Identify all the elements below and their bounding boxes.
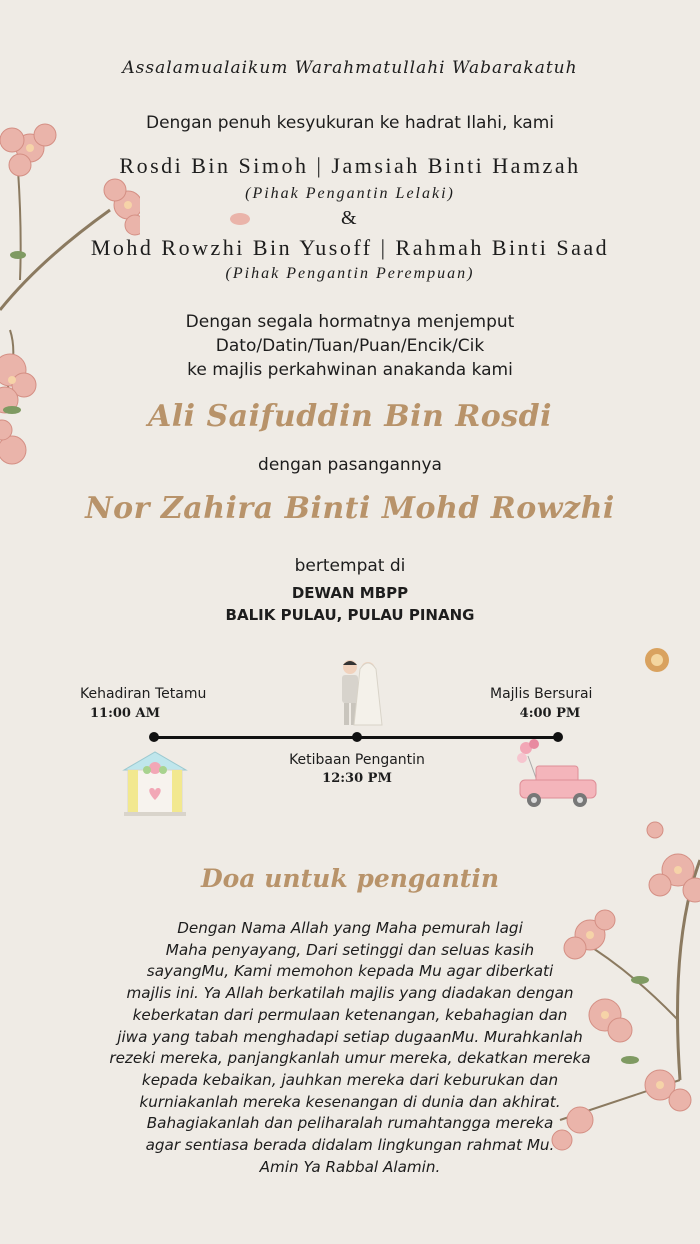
with-partner-text: dengan pasangannya: [258, 455, 442, 475]
venue-intro: bertempat di: [294, 556, 406, 576]
bride-name: Nor Zahira Binti Mohd Rowzhi: [85, 491, 615, 526]
groom-name: Ali Saifuddin Bin Rosdi: [147, 399, 553, 434]
venue-location: BALIK PULAU, PULAU PINANG: [225, 606, 475, 624]
groom-side-label: (Pihak Pengantin Lelaki): [245, 185, 455, 202]
timeline-end-time: 4:00 PM: [519, 706, 581, 721]
petal-icon: [640, 645, 674, 675]
wedding-car-icon: [514, 738, 600, 814]
invitation-line: Dato/Datin/Tuan/Puan/Encik/Cik: [215, 336, 485, 356]
couple-illustration-icon: [330, 655, 390, 729]
invitation-line: Dengan segala hormatnya menjemput: [185, 312, 515, 332]
invitation-line: ke majlis perkahwinan anakanda kami: [187, 360, 513, 380]
timeline-arrival-label: Kehadiran Tetamu: [80, 686, 207, 702]
timeline-couple-label: Ketibaan Pengantin: [289, 752, 425, 768]
invitation-text: [0, 310, 700, 382]
bride-parents: Mohd Rowzhi Bin Yusoff | Rahmah Binti Saad: [90, 235, 610, 260]
bride-side-label: (Pihak Pengantin Perempuan): [225, 265, 475, 282]
venue-hall: DEWAN MBPP: [291, 584, 409, 602]
timeline-dot: [352, 732, 362, 742]
doa-text: Dengan Nama Allah yang Maha pemurah lagi Maha penyayang, Dari setinggi dan seluas kasih sayangMu, Kami memohon kepada Mu agar diberkati majlis ini. Ya Allah berkatilah majlis yang diadakan dengan keberkatan dari permulaan ketenangan, kebahagian dan jiwa yang tabah menghadapi setiap dugaanMu. Murahkanlah rezeki mereka, panjangkanlah umur mereka, dekatkan mereka kepada kebaikan, jauhkan mereka dari keburukan dan kurniakanlah mereka kesenangan di dunia dan akhirat. Bahagiakanlah dan peliharalah rumahtangga mereka agar sentiasa berada didalam lingkungan rahmat Mu. Amin Ya Rabbal Alamin.: [109, 919, 591, 1176]
venue: [0, 582, 700, 626]
doa-title: Doa untuk pengantin: [201, 864, 499, 893]
timeline-couple-time: 12:30 PM: [322, 771, 392, 786]
timeline-dot: [149, 732, 159, 742]
greeting: Assalamualaikum Warahmatullahi Wabarakatuh: [122, 58, 578, 78]
timeline-arrival-time: 11:00 AM: [90, 706, 160, 721]
groom-parents: Rosdi Bin Simoh | Jamsiah Binti Hamzah: [119, 153, 581, 178]
timeline-end-label: Majlis Bersurai: [490, 686, 593, 702]
ampersand: &: [340, 207, 360, 229]
wedding-arch-icon: [120, 748, 190, 818]
intro-text: Dengan penuh kesyukuran ke hadrat Ilahi, kami: [145, 113, 555, 133]
